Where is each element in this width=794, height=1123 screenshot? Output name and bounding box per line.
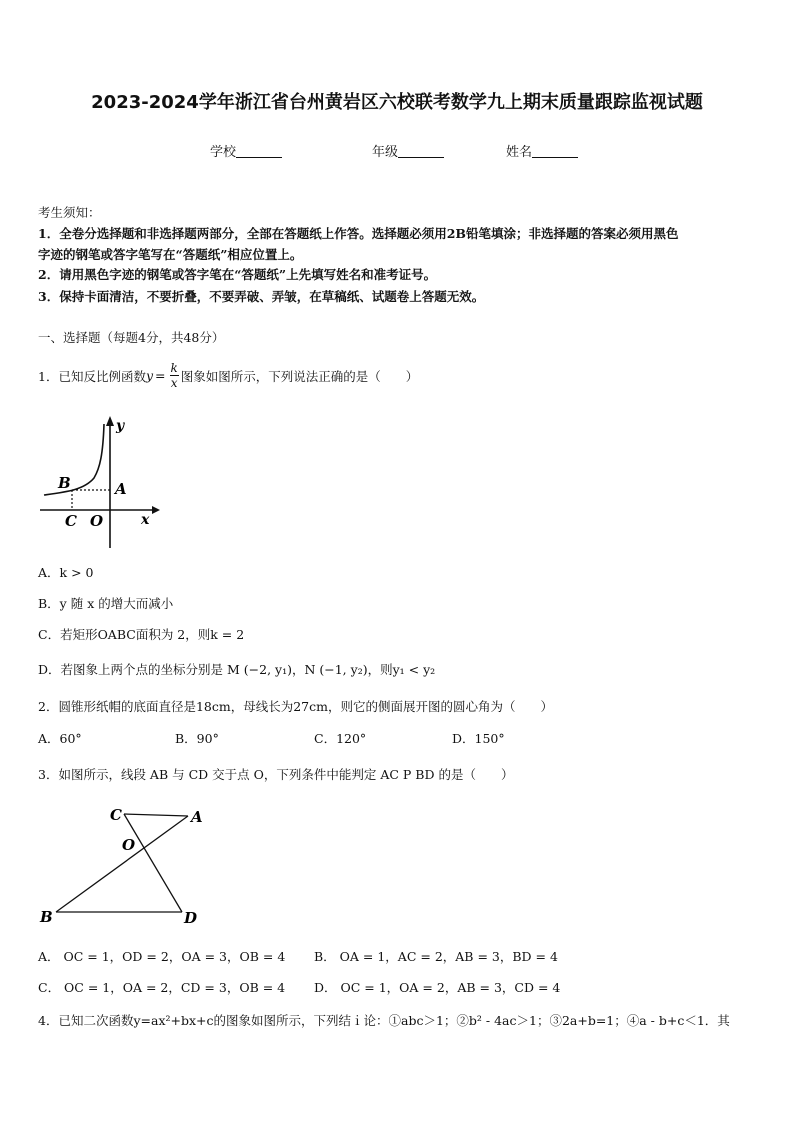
q3-option-b[interactable]: B． OA = 1，AC = 2，AB = 3，BD = 4 [314, 949, 558, 964]
q3-label-D: D [184, 909, 198, 927]
q2-option-a[interactable]: A．60° [38, 731, 82, 746]
q1-fraction [170, 362, 179, 389]
q2-option-d[interactable]: D．150° [452, 731, 505, 746]
notice-heading: 考生须知： [38, 205, 101, 220]
q3-segment-CD [124, 814, 182, 912]
name-label: 姓名 [506, 145, 533, 160]
q1-prefix: 1．已知反比例函数 [38, 368, 146, 384]
q3-label-A: A [191, 808, 203, 826]
q1-x: x [170, 376, 178, 390]
q1-graph-figure [36, 412, 166, 552]
notice-item-2: 2．请用黑色字迹的钢笔或答字笔在“答题纸”上先填写姓名和准考证号。 [38, 267, 437, 282]
q1-option-d[interactable]: D．若图象上两个点的坐标分别是 M (−2, y₁)，N (−1, y₂)，则y₁ < y₂ [38, 662, 436, 677]
school-field [210, 141, 282, 160]
q1-label-B: B [58, 474, 71, 492]
q3-option-a[interactable]: A． OC = 1，OD = 2，OA = 3，OB = 4 [38, 949, 286, 964]
notice-item-3: 3．保持卡面清洁，不要折叠，不要弄破、弄皱，在草稿纸、试题卷上答题无效。 [38, 289, 485, 304]
name-field [506, 141, 578, 160]
q1-option-c[interactable]: C．若矩形OABC面积为 2，则k = 2 [38, 627, 245, 642]
q3-label-O: O [122, 836, 136, 854]
q3-option-d[interactable]: D． OC = 1，OA = 2，AB = 3，CD = 4 [314, 980, 561, 995]
q2-option-c[interactable]: C．120° [314, 731, 367, 746]
q3-label-B: B [40, 908, 53, 926]
q3-segment-AB [56, 816, 188, 912]
school-label: 学校 [210, 145, 237, 160]
q1-option-b[interactable]: B．y 随 x 的增大而减小 [38, 596, 174, 611]
q1-eq: = [155, 368, 166, 383]
q1-label-O: O [90, 512, 104, 530]
q1-label-A: A [115, 480, 127, 498]
q3-option-c[interactable]: C． OC = 1，OA = 2，CD = 3，OB = 4 [38, 980, 286, 995]
q1-k: k [170, 361, 178, 375]
q3-segment-CA [124, 814, 188, 816]
notice-item-1-cont: 字迹的钢笔或答字笔写在“答题纸”相应位置上。 [38, 247, 303, 262]
q4-stem: 4．已知二次函数y=ax²+bx+c的图象如图所示，下列结ｉ论：①abc＞1；②b² - 4ac＞1；③2a+b=1；④a - b+c＜1．其 [38, 1013, 730, 1028]
grade-blank[interactable] [398, 144, 444, 158]
q1-x-arrow [152, 506, 160, 514]
section-choice-heading: 一、选择题（每题4分，共48分） [38, 330, 225, 345]
q1-hyperbola-curve [44, 424, 104, 495]
q2-stem: 2．圆锥形纸帽的底面直径是18cm，母线长为27cm，则它的侧面展开图的圆心角为（ ） [38, 699, 553, 714]
school-blank[interactable] [236, 144, 282, 158]
q1-y-arrow [106, 416, 114, 426]
grade-label: 年级 [372, 145, 399, 160]
grade-field [372, 141, 444, 160]
q3-stem: 3．如图所示，线段 AB 与 CD 交于点 O，下列条件中能判定 AC P BD 的是（ ） [38, 767, 514, 782]
q1-stem [38, 362, 418, 389]
q1-y: y [145, 368, 154, 383]
q3-label-C: C [110, 806, 122, 824]
notice-item-1: 1．全卷分选择题和非选择题两部分，全部在答题纸上作答。选择题必须用2B铅笔填涂；非选择题的答案必须用黑色 [38, 226, 679, 241]
q2-option-b[interactable]: B．90° [175, 731, 219, 746]
q1-label-y: y [116, 418, 125, 434]
q1-option-a[interactable]: A．k > 0 [38, 565, 94, 580]
name-blank[interactable] [532, 144, 578, 158]
q1-suffix: 图象如图所示，下列说法正确的是（ ） [180, 368, 419, 384]
q1-label-C: C [65, 512, 77, 530]
q3-figure [36, 800, 206, 928]
exam-title: 2023-2024学年浙江省台州黄岩区六校联考数学九上期末质量跟踪监视试题 [91, 92, 703, 113]
q1-label-x: x [141, 512, 150, 528]
